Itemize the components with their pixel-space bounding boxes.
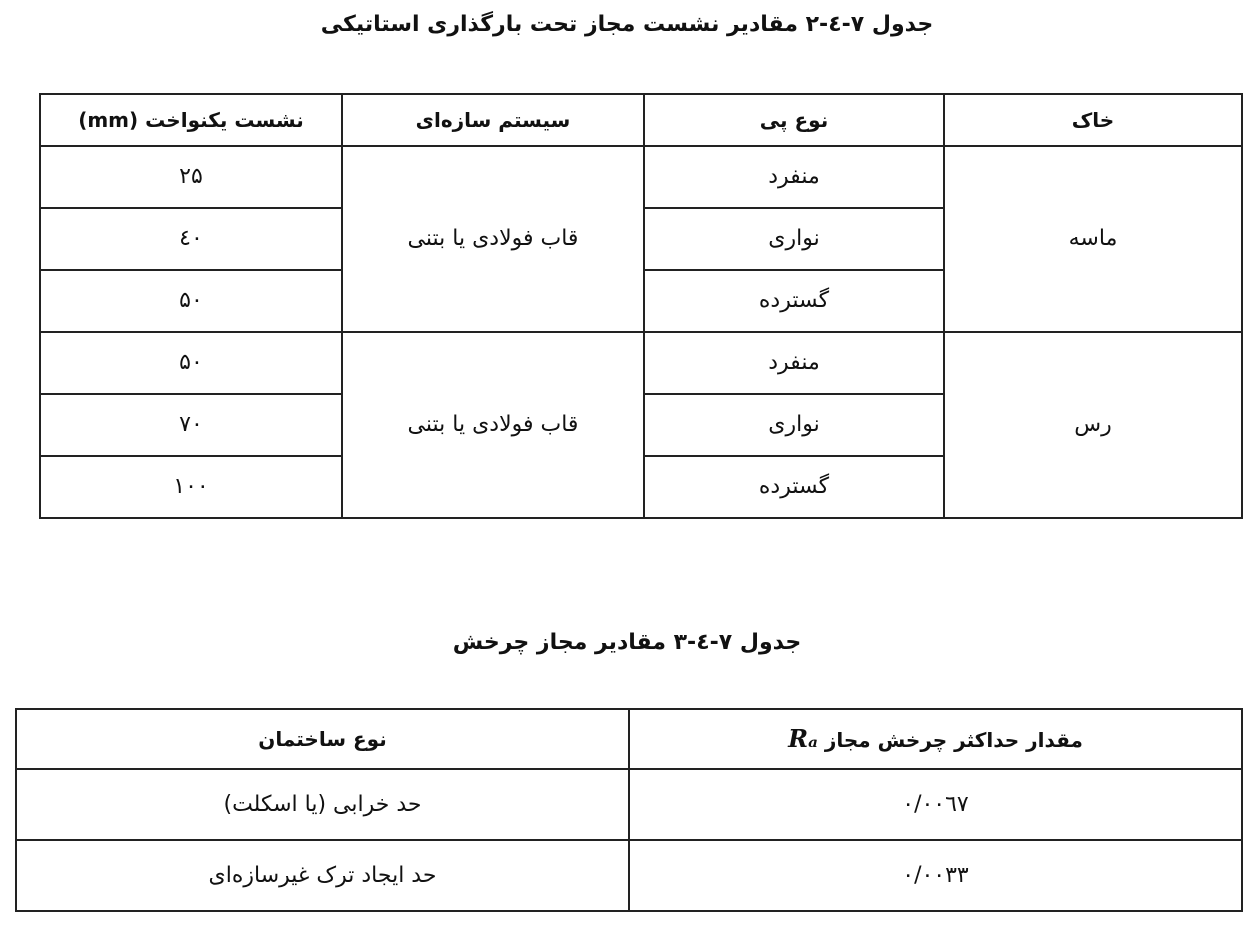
rotation-table [15, 708, 1243, 912]
foundation-type-cell: منفرد [644, 146, 944, 208]
header-building-type: نوع ساختمان [16, 709, 629, 769]
building-type-cell: حد ایجاد ترک غیرسازه‌ای [16, 840, 629, 911]
table-row [16, 840, 1242, 911]
foundation-type-cell: گسترده [644, 270, 944, 332]
table1-caption: جدول ۷-٤-۲ مقادیر نشست مجاز تحت بارگذاری استاتیکی [320, 12, 934, 37]
table-row [16, 769, 1242, 840]
foundation-type-cell: نواری [644, 394, 944, 456]
settlement-table-header-row [40, 94, 1242, 146]
foundation-type-cell: منفرد [644, 332, 944, 394]
settlement-value: ۱۰۰ [40, 456, 342, 518]
table2-caption: جدول ۷-٤-۳ مقادیر مجاز چرخش [452, 630, 802, 655]
rotation-symbol: Rₐ [788, 723, 818, 753]
settlement-value: ۲۵ [40, 146, 342, 208]
settlement-value: ۵۰ [40, 332, 342, 394]
soil-cell: رس [944, 332, 1242, 518]
structural-system-cell: قاب فولادی یا بتنی [342, 332, 644, 518]
foundation-type-cell: نواری [644, 208, 944, 270]
rotation-value: ۰/۰۰٦۷ [629, 769, 1242, 840]
settlement-table [39, 93, 1243, 519]
settlement-value: ۵۰ [40, 270, 342, 332]
settlement-value: ٤۰ [40, 208, 342, 270]
settlement-value: ۷۰ [40, 394, 342, 456]
building-type-cell: حد خرابی (یا اسکلت) [16, 769, 629, 840]
soil-cell: ماسه [944, 146, 1242, 332]
header-foundation-type: نوع پی [644, 94, 944, 146]
table-row [40, 146, 1242, 208]
rotation-value: ۰/۰۰۳۳ [629, 840, 1242, 911]
header-settlement: نشست یکنواخت (mm) [40, 94, 342, 146]
structural-system-cell: قاب فولادی یا بتنی [342, 146, 644, 332]
table-row [40, 332, 1242, 394]
header-structural-system: سیستم سازه‌ای [342, 94, 644, 146]
header-max-rotation [629, 709, 1242, 769]
rotation-table-header-row [16, 709, 1242, 769]
header-max-rotation-label: مقدار حداکثر چرخش مجاز [824, 727, 1083, 752]
header-soil: خاک [944, 94, 1242, 146]
foundation-type-cell: گسترده [644, 456, 944, 518]
